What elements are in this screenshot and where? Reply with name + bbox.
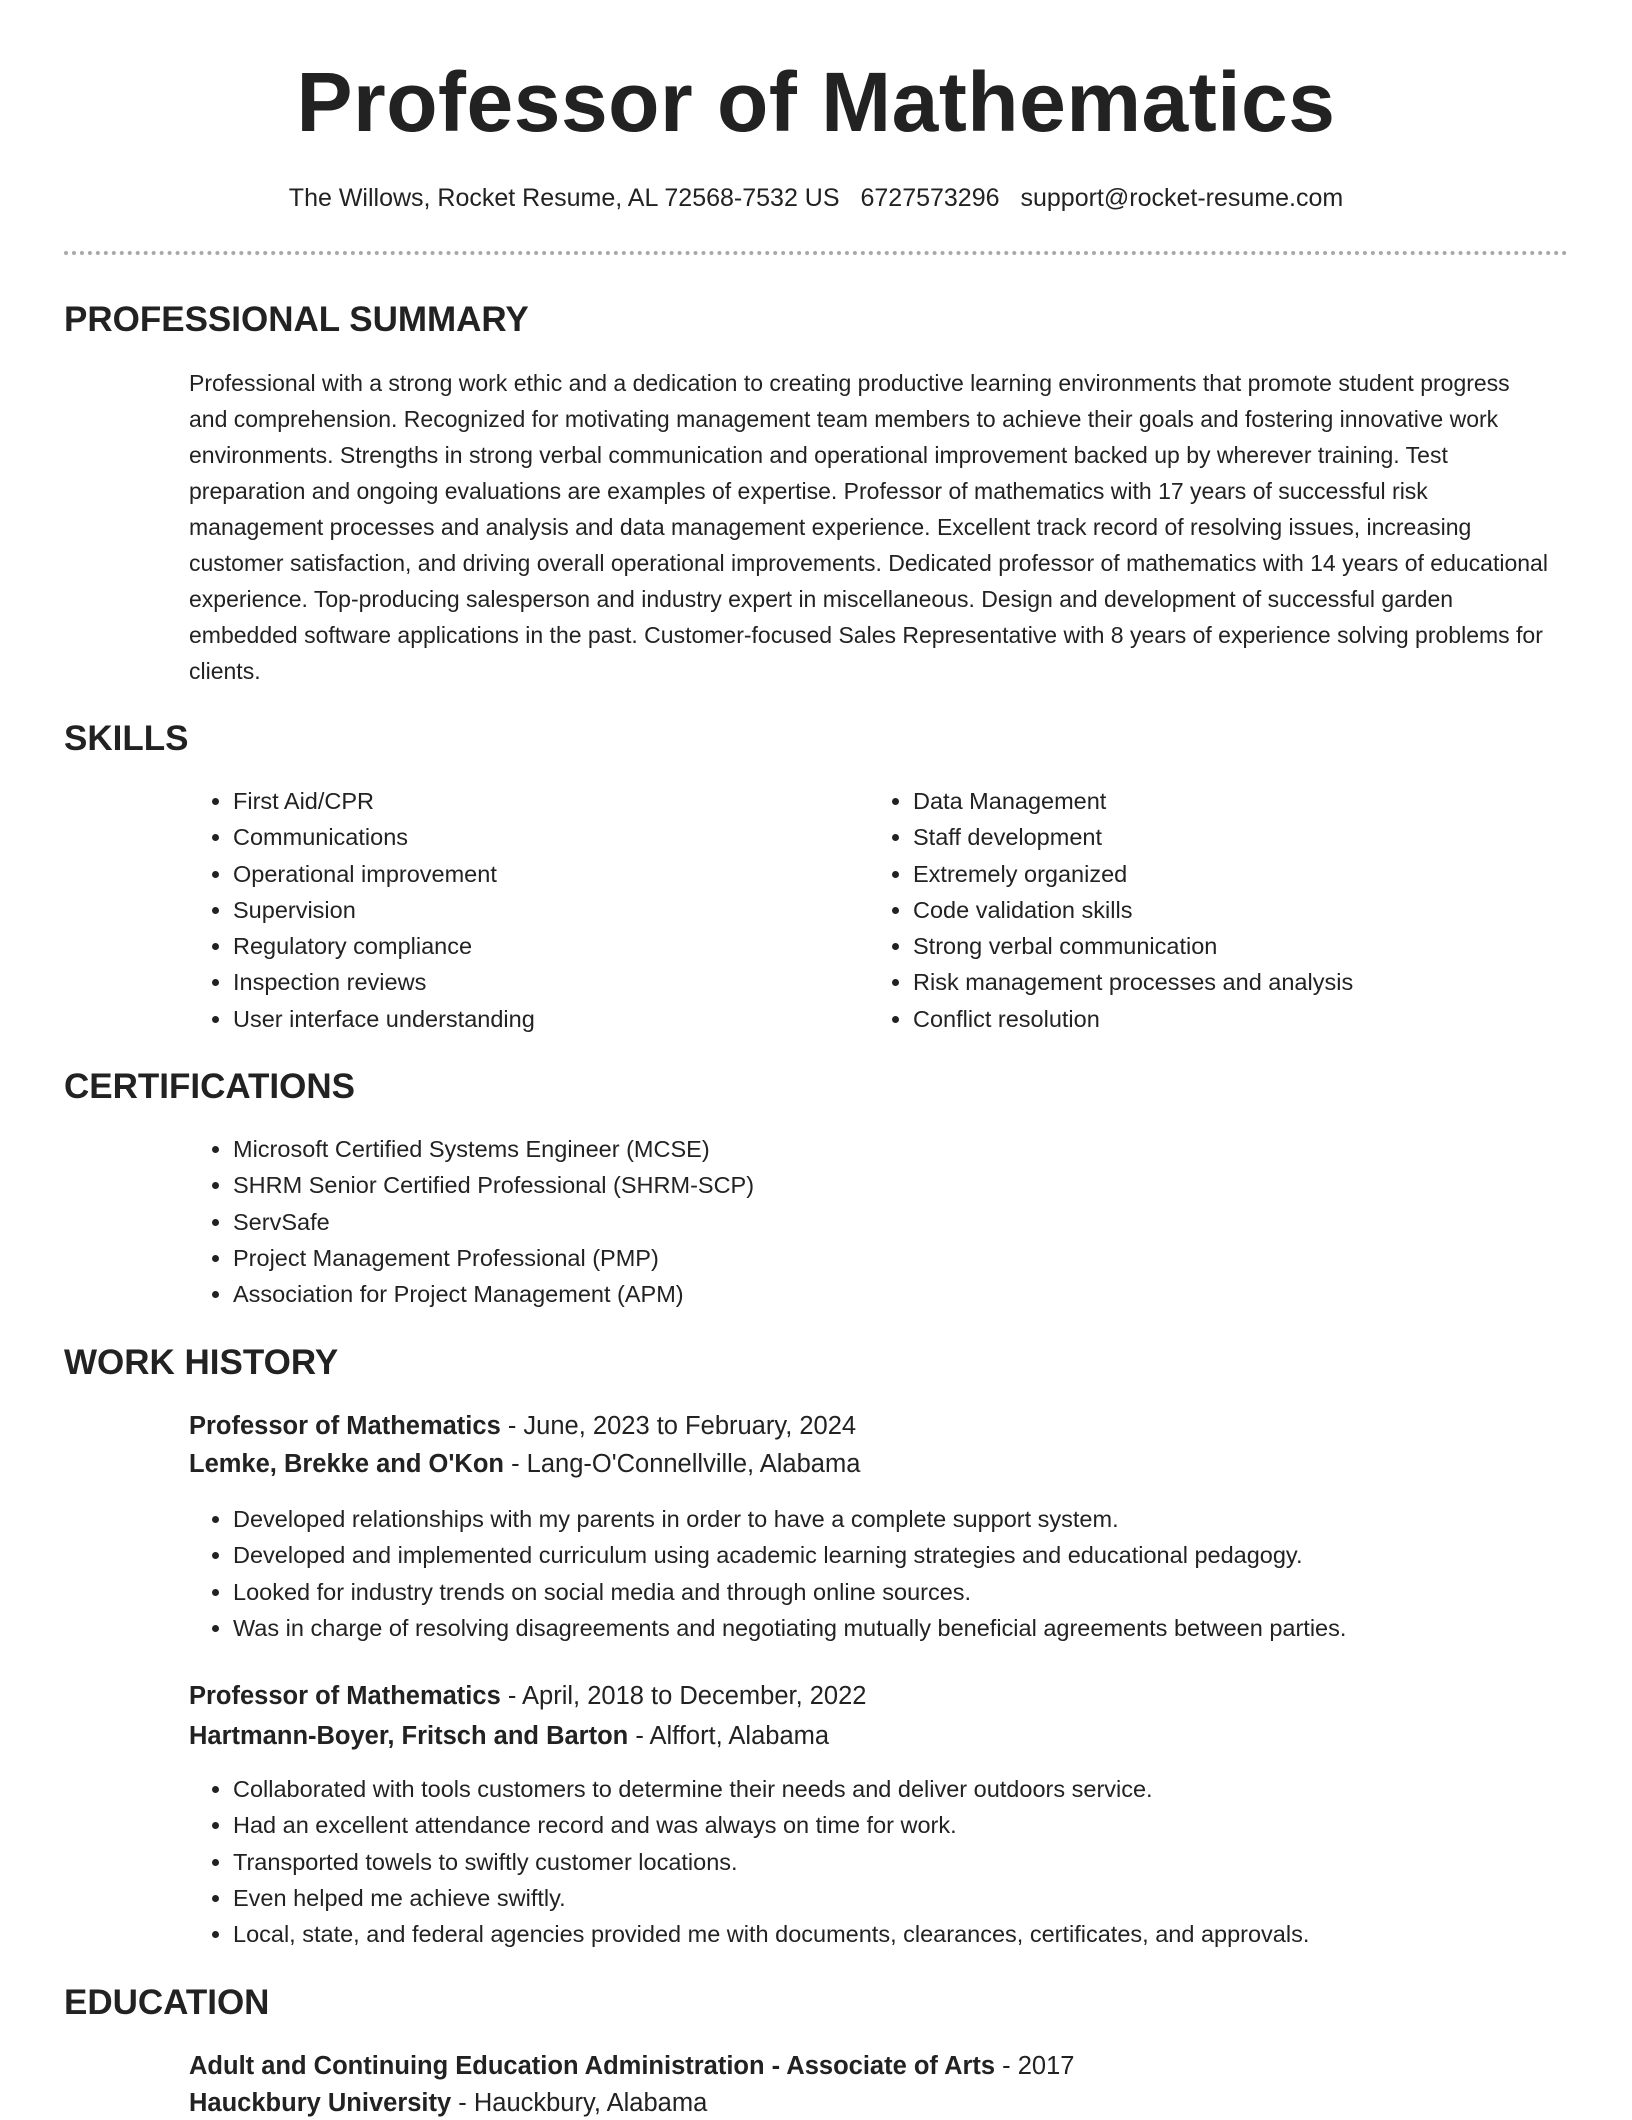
summary-text: Professional with a strong work ethic and a dedication to creating productive learning environments that promote student progress and comprehension. Recognized for motivating management team members to achieve their goals and fostering innovative work environments. Strengths in strong verbal communication and operational improvement backed up by wherever training. Test preparation and ongoing evaluations are examples of expertise. Professor of mathematics with 17 years of successful risk management processes and analysis and data management experience. Excellent track record of resolving issues, increasing customer satisfaction, and driving overall operational improvements. Dedicated professor of mathematics with 14 years of educational experience. Top-producing salesperson and industry expert in miscellaneous. Design and development of successful garden embedded software applications in the past. Customer-focused Sales Representative with 8 years of experience solving problems for clients.: [189, 370, 1548, 684]
job-location: - Lang-O'Connellville, Alabama: [504, 1450, 861, 1478]
header-divider: [64, 251, 1568, 255]
contact-phone: 6727573296: [860, 184, 1000, 212]
work-history-heading: WORK HISTORY: [64, 1343, 339, 1382]
resume-name: Professor of Mathematics: [296, 55, 1336, 149]
skill-item: • Conflict resolution: [913, 1001, 1593, 1037]
certification-item: • Project Management Professional (PMP): [233, 1240, 1593, 1276]
skills-list-right: [869, 783, 1593, 1037]
job-company-line: [189, 1447, 860, 1481]
contact-line: [0, 182, 1632, 214]
certification-item: • ServSafe: [233, 1204, 1593, 1240]
education-school: Hauckbury University: [189, 2089, 452, 2117]
certification-item: • SHRM Senior Certified Professional (SHRM-SCP): [233, 1167, 1593, 1203]
skill-item: • First Aid/CPR: [233, 783, 853, 819]
job-title-line: [189, 1679, 866, 1713]
job-bullet: • Transported towels to swiftly customer locations.: [233, 1844, 1613, 1880]
job-dates: - April, 2018 to December, 2022: [500, 1682, 867, 1710]
skill-item: • Operational improvement: [233, 856, 853, 892]
skill-item: • Data Management: [913, 783, 1593, 819]
job-bullet: • Looked for industry trends on social media and through online sources.: [233, 1574, 1613, 1610]
skill-item: • User interface understanding: [233, 1001, 853, 1037]
skill-item: • Supervision: [233, 892, 853, 928]
job-title-line: [189, 1409, 856, 1443]
job-role: Professor of Mathematics: [189, 1682, 501, 1710]
job-dates: - June, 2023 to February, 2024: [500, 1412, 857, 1440]
certifications-list: [189, 1131, 1593, 1312]
skill-item: • Risk management processes and analysis: [913, 964, 1593, 1000]
job-bullet: • Local, state, and federal agencies provided me with documents, clearances, certificates, and approvals.: [233, 1916, 1613, 1952]
summary-heading: PROFESSIONAL SUMMARY: [64, 300, 529, 339]
skill-item: • Strong verbal communication: [913, 928, 1593, 964]
skills-list-left: [189, 783, 853, 1037]
education-degree: Adult and Continuing Education Administration - Associate of Arts: [189, 2052, 996, 2080]
education-degree-line: [189, 2049, 1074, 2083]
job-company: Lemke, Brekke and O'Kon: [189, 1450, 505, 1478]
job-bullet: • Developed and implemented curriculum using academic learning strategies and educational pedagogy.: [233, 1537, 1613, 1573]
skill-item: • Extremely organized: [913, 856, 1593, 892]
education-heading: EDUCATION: [64, 1983, 270, 2022]
contact-address: The Willows, Rocket Resume, AL 72568-7532 US: [288, 184, 840, 212]
skills-heading: SKILLS: [64, 719, 189, 758]
job-bullet: • Collaborated with tools customers to determine their needs and deliver outdoors service.: [233, 1771, 1613, 1807]
job-bullets: [189, 1501, 1613, 1646]
education-school-line: [189, 2086, 707, 2120]
job-bullet: • Even helped me achieve swiftly.: [233, 1880, 1613, 1916]
job-role: Professor of Mathematics: [189, 1412, 501, 1440]
skill-item: • Regulatory compliance: [233, 928, 853, 964]
job-company-line: [189, 1719, 829, 1753]
contact-email[interactable]: support@rocket-resume.com: [1020, 184, 1344, 212]
education-year: - 2017: [995, 2052, 1075, 2080]
job-bullets: [189, 1771, 1613, 1952]
certification-item: • Association for Project Management (APM): [233, 1276, 1593, 1312]
skill-item: • Code validation skills: [913, 892, 1593, 928]
job-bullet: • Was in charge of resolving disagreements and negotiating mutually beneficial agreements between parties.: [233, 1610, 1613, 1646]
skill-item: • Inspection reviews: [233, 964, 853, 1000]
job-location: - Alffort, Alabama: [628, 1722, 830, 1750]
job-bullet: • Developed relationships with my parents in order to have a complete support system.: [233, 1501, 1613, 1537]
job-bullet: • Had an excellent attendance record and was always on time for work.: [233, 1807, 1613, 1843]
certifications-heading: CERTIFICATIONS: [64, 1067, 356, 1106]
skill-item: • Communications: [233, 819, 853, 855]
job-company: Hartmann-Boyer, Fritsch and Barton: [189, 1722, 629, 1750]
certification-item: • Microsoft Certified Systems Engineer (MCSE): [233, 1131, 1593, 1167]
skill-item: • Staff development: [913, 819, 1593, 855]
education-location: - Hauckbury, Alabama: [451, 2089, 708, 2117]
